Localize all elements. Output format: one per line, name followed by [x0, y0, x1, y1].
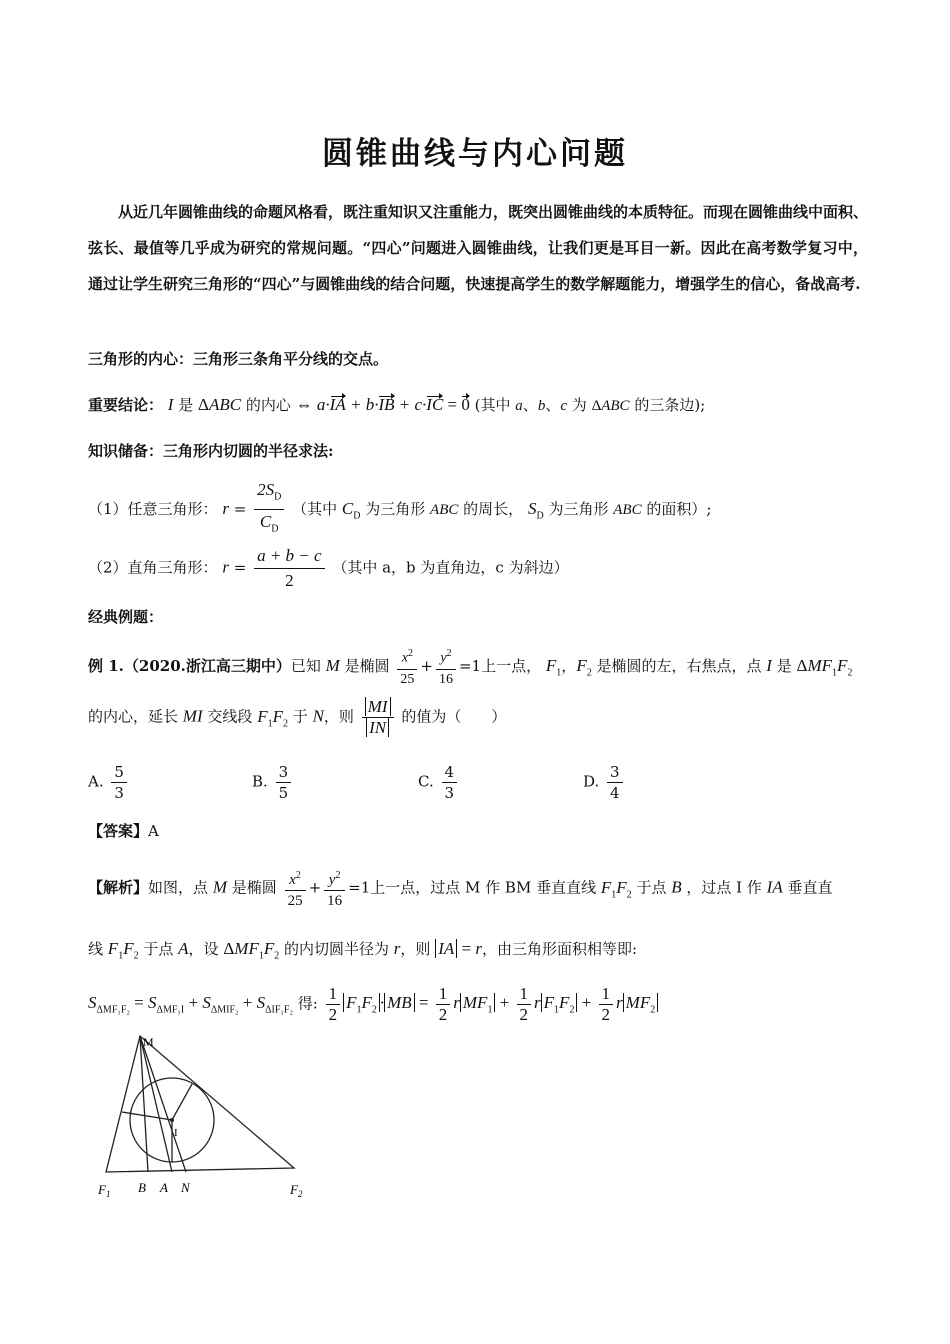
incenter-definition: 三角形的内心：三角形三条角平分线的交点。	[88, 350, 389, 368]
label-f1: $F_1$	[98, 1182, 111, 1199]
intro-paragraph: 从近几年圆锥曲线的命题风格看，既注重知识又注重能力，既突出圆锥曲线的本质特征。而现在圆锥曲线中面积、弦长、最值等几乎成为研究的常规问题。“四心”问题进入圆锥曲线，让我们更是耳目一新。因此在高考数学复习中，通过让学生研究三角形的“四心”与圆锥曲线的结合问题，快速提高学生的数学解题能力，增强学生的信心，备战高考.	[88, 203, 869, 293]
vector-identity: ⇔ a·IA + b·IB + c·IC = 0	[295, 395, 470, 414]
option-c[interactable]: C. $\frac{4}{3}$	[418, 762, 460, 803]
answer-value: A	[148, 822, 159, 840]
solution-line-2: 线 $F_1F_2$ 于点 A，设 $\Delta MF_1F_2$ 的内切圆半径为 r，则 IA = r，由三角形面积相等即:	[88, 939, 638, 962]
example-1-line-1: 例 1.（2020.浙江高三期中）已知 M 是椭圆 $\frac{x^2}{25}$ + $\frac{y^2}{16}$ =1上一点， $F_1$，$F_2$ 是椭圆的左，右焦点，点 I 是 $\Delta MF_1F_2$	[88, 644, 852, 690]
example-1-line-2: 的内心，延长 MI 交线段 $F_1F_2$ 于 N，则 $\frac{MI}{IN}$ 的值为（ ）	[88, 697, 507, 737]
knowledge-heading: 知识储备：三角形内切圆的半径求法:	[88, 442, 334, 460]
page-title: 圆锥曲线与内心问题	[322, 136, 628, 172]
radius-fraction-general: $\frac{2S_D}{C_D}$	[254, 478, 284, 542]
formula-any-triangle: （1）任意三角形： r = $\frac{2S_D}{C_D}$ （其中 $C_D$ 为三角形 ABC 的周长， $S_D$ 为三角形 ABC 的面积）;	[88, 478, 711, 542]
solution-line-3: $S_{\Delta MF_1F_2} = S_{\Delta MF_1I} + S_{\Delta MIF_2} + S_{\Delta IF_1F_2}$ 得: $\frac{1}{2}$ $F_1F_2$ · MB = $\frac{1}{2}$ r $MF_1$ + $\frac{1}{2}$ r $F_1F_2$ + $\frac{1}{2}$ r $MF_2$	[88, 984, 658, 1025]
radius-2	[172, 1084, 192, 1120]
label-b: B	[138, 1180, 146, 1195]
area-expansion: $\frac{1}{2}$ $F_1F_2$ · MB = $\frac{1}{2}$ r $MF_1$ + $\frac{1}{2}$ r $F_1F_2$ + $\frac{1}{2}$ r $MF_2$	[323, 993, 659, 1012]
area-equation: $S_{\Delta MF_1F_2} = S_{\Delta MF_1I} + S_{\Delta MIF_2} + S_{\Delta IF_1F_2}$	[88, 993, 293, 1016]
label-a: A	[160, 1180, 168, 1195]
option-d[interactable]: D. $\frac{3}{4}$	[583, 762, 626, 803]
label-m: M	[143, 1035, 154, 1049]
incircle-figure	[92, 1028, 332, 1208]
label-i: I	[174, 1127, 178, 1139]
solution-line-1: 【解析】如图，点 M 是椭圆 $\frac{x^2}{25}$ + $\frac{y^2}{16}$ =1上一点，过点 M 作 BM 垂直直线 $F_1F_2$ 于点 B ，过点 I 作 IA 垂直直	[88, 870, 833, 909]
answer-line: 【答案】A	[88, 822, 159, 840]
label-n: N	[181, 1180, 190, 1195]
option-a[interactable]: A. $\frac{5}{3}$	[88, 762, 130, 803]
radius-fraction-right: $\frac{a + b - c}{2}$	[254, 544, 325, 593]
label-f2: $F_2$	[290, 1182, 303, 1199]
incenter-point	[170, 1118, 174, 1122]
examples-heading: 经典例题：	[88, 608, 164, 626]
option-b[interactable]: B. $\frac{3}{5}$	[252, 762, 294, 803]
formula-right-triangle: （2）直角三角形： r = $\frac{a + b - c}{2}$ （其中 a，b 为直角边，c 为斜边）	[88, 544, 569, 593]
important-conclusion: 重要结论： I 是 ΔABC 的内心 ⇔ a·IA + b·IB + c·IC = 0 (其中 a、b、c 为 ΔABC 的三条边);	[88, 395, 706, 414]
